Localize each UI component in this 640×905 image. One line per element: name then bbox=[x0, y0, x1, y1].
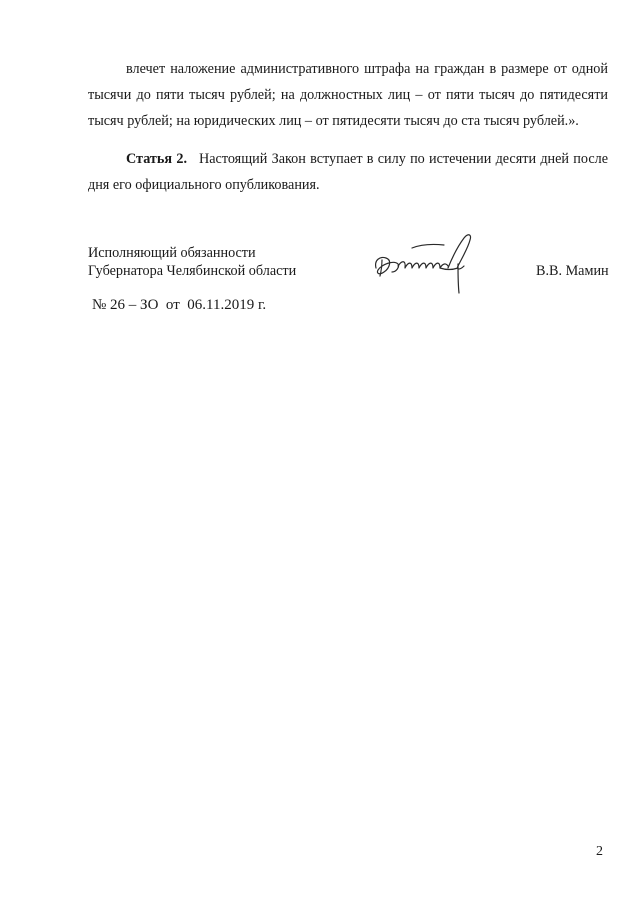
handwritten-signature bbox=[372, 230, 482, 296]
law-number-and-date: № 26 – ЗО от 06.11.2019 г. bbox=[92, 297, 267, 313]
article-2-text: Настоящий Закон вступает в силу по истечении десяти дней после дня его официального опубликования. bbox=[88, 151, 609, 193]
signatory-position-line-1: Исполняющий обязанности bbox=[88, 245, 256, 261]
signatory-position-line-2: Губернатора Челябинской области bbox=[88, 263, 297, 279]
article-2-paragraph bbox=[88, 146, 608, 198]
page-number: 2 bbox=[596, 844, 603, 859]
paragraph-penalties bbox=[88, 56, 608, 134]
signatory-position bbox=[88, 244, 296, 280]
article-2-label: Статья 2. bbox=[126, 151, 187, 167]
signatory-name: В.В. Мамин bbox=[536, 263, 609, 279]
paragraph-penalties-text: влечет наложение административного штрафа на граждан в размере от одной тысячи до пяти тысяч рублей; на должностных лиц – от пяти тысяч до пятидесяти тысяч рублей; на юридических лиц – от пятидесяти тысяч до ста тысяч рублей.». bbox=[88, 61, 608, 129]
